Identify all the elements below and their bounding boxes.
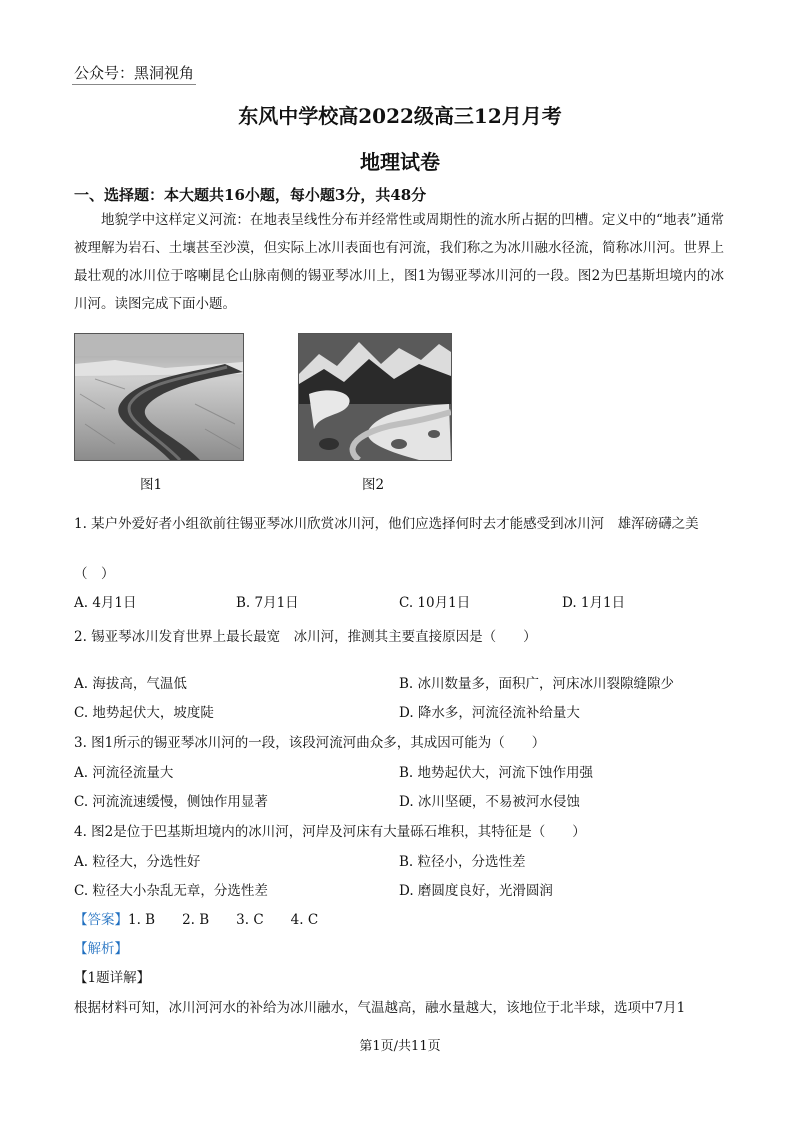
question-4-option-b: B. 粒径小，分选性差 bbox=[399, 854, 526, 870]
question-1-option-d: D. 1月1日 bbox=[562, 595, 626, 611]
intro-paragraph: 地貌学中这样定义河流：在地表呈线性分布并经常性或周期性的流水所占据的凹槽。定义中的“地表”通常被理解为岩石、土壤甚至沙漠，但实际上冰川表面也有河流，我们称之为冰川融水径流，简称冰川河。世界上最壮观的冰川位于喀喇昆仑山脉南侧的锡亚琴冰川上，图1为锡亚琴冰川河的一段。图2为巴基斯坦境内的冰川河。读图完成下面小题。 bbox=[74, 212, 724, 312]
figure-2-image bbox=[298, 333, 452, 461]
exam-subtitle: 地理试卷 bbox=[360, 150, 440, 174]
question-1-bracket: （ ） bbox=[74, 566, 115, 582]
question-2-option-a: A. 海拔高，气温低 bbox=[74, 676, 187, 692]
figure-1-image bbox=[74, 333, 244, 461]
section-heading: 一、选择题：本大题共16小题，每小题3分，共48分 bbox=[74, 186, 427, 204]
figure-1-graphic bbox=[75, 334, 243, 460]
watermark: 公众号：黑洞视角 bbox=[72, 62, 196, 85]
question-4-stem: 4. 图2是位于巴基斯坦境内的冰川河，河岸及河床有大量砾石堆积，其特征是（ ） bbox=[74, 824, 586, 840]
question-3-option-d: D. 冰川坚硬，不易被河水侵蚀 bbox=[399, 794, 580, 810]
question-2-option-c: C. 地势起伏大，坡度陡 bbox=[74, 705, 214, 721]
question-3-stem: 3. 图1所示的锡亚琴冰川河的一段，该段河流河曲众多，其成因可能为（ ） bbox=[74, 735, 546, 751]
question-3-option-a: A. 河流径流量大 bbox=[74, 765, 174, 781]
question-1-option-c: C. 10月1日 bbox=[399, 595, 471, 611]
answer-line bbox=[74, 908, 318, 928]
exam-title: 东风中学校高2022级高三12月月考 bbox=[238, 104, 562, 128]
question-1-option-a: A. 4月1日 bbox=[74, 595, 137, 611]
figure-1-caption: 图1 bbox=[140, 477, 163, 493]
analysis-label: 【解析】 bbox=[74, 941, 128, 957]
figure-2-caption: 图2 bbox=[362, 477, 385, 493]
question-4-option-c: C. 粒径大小杂乱无章，分选性差 bbox=[74, 883, 268, 899]
question-2-stem: 2. 锡亚琴冰川发育世界上最长最宽 冰川河，推测其主要直接原因是（ ） bbox=[74, 629, 537, 645]
question-1-stem: 1. 某户外爱好者小组欲前往锡亚琴冰川欣赏冰川河，他们应选择何时去才能感受到冰川河 雄浑磅礴之美 bbox=[74, 516, 699, 532]
detail-label: 【1题详解】 bbox=[74, 970, 151, 986]
detail-text: 根据材料可知，冰川河河水的补给为冰川融水，气温越高，融水量越大，该地位于北半球，选项中7月1 bbox=[74, 1000, 686, 1016]
question-1-option-b: B. 7月1日 bbox=[236, 595, 299, 611]
question-4-option-d: D. 磨圆度良好，光滑圆润 bbox=[399, 883, 553, 899]
question-4-option-a: A. 粒径大，分选性好 bbox=[74, 854, 201, 870]
question-3-option-c: C. 河流流速缓慢，侧蚀作用显著 bbox=[74, 794, 268, 810]
answer-text: 1. B 2. B 3. C 4. C bbox=[128, 912, 319, 928]
question-2-option-b: B. 冰川数量多，面积广，河床冰川裂隙缝隙少 bbox=[399, 676, 675, 692]
question-3-option-b: B. 地势起伏大，河流下蚀作用强 bbox=[399, 765, 594, 781]
answer-label: 【答案】 bbox=[74, 912, 128, 928]
page-footer: 第1页/共11页 bbox=[359, 1039, 441, 1054]
figure-2-graphic bbox=[299, 334, 451, 460]
question-2-option-d: D. 降水多，河流径流补给量大 bbox=[399, 705, 580, 721]
